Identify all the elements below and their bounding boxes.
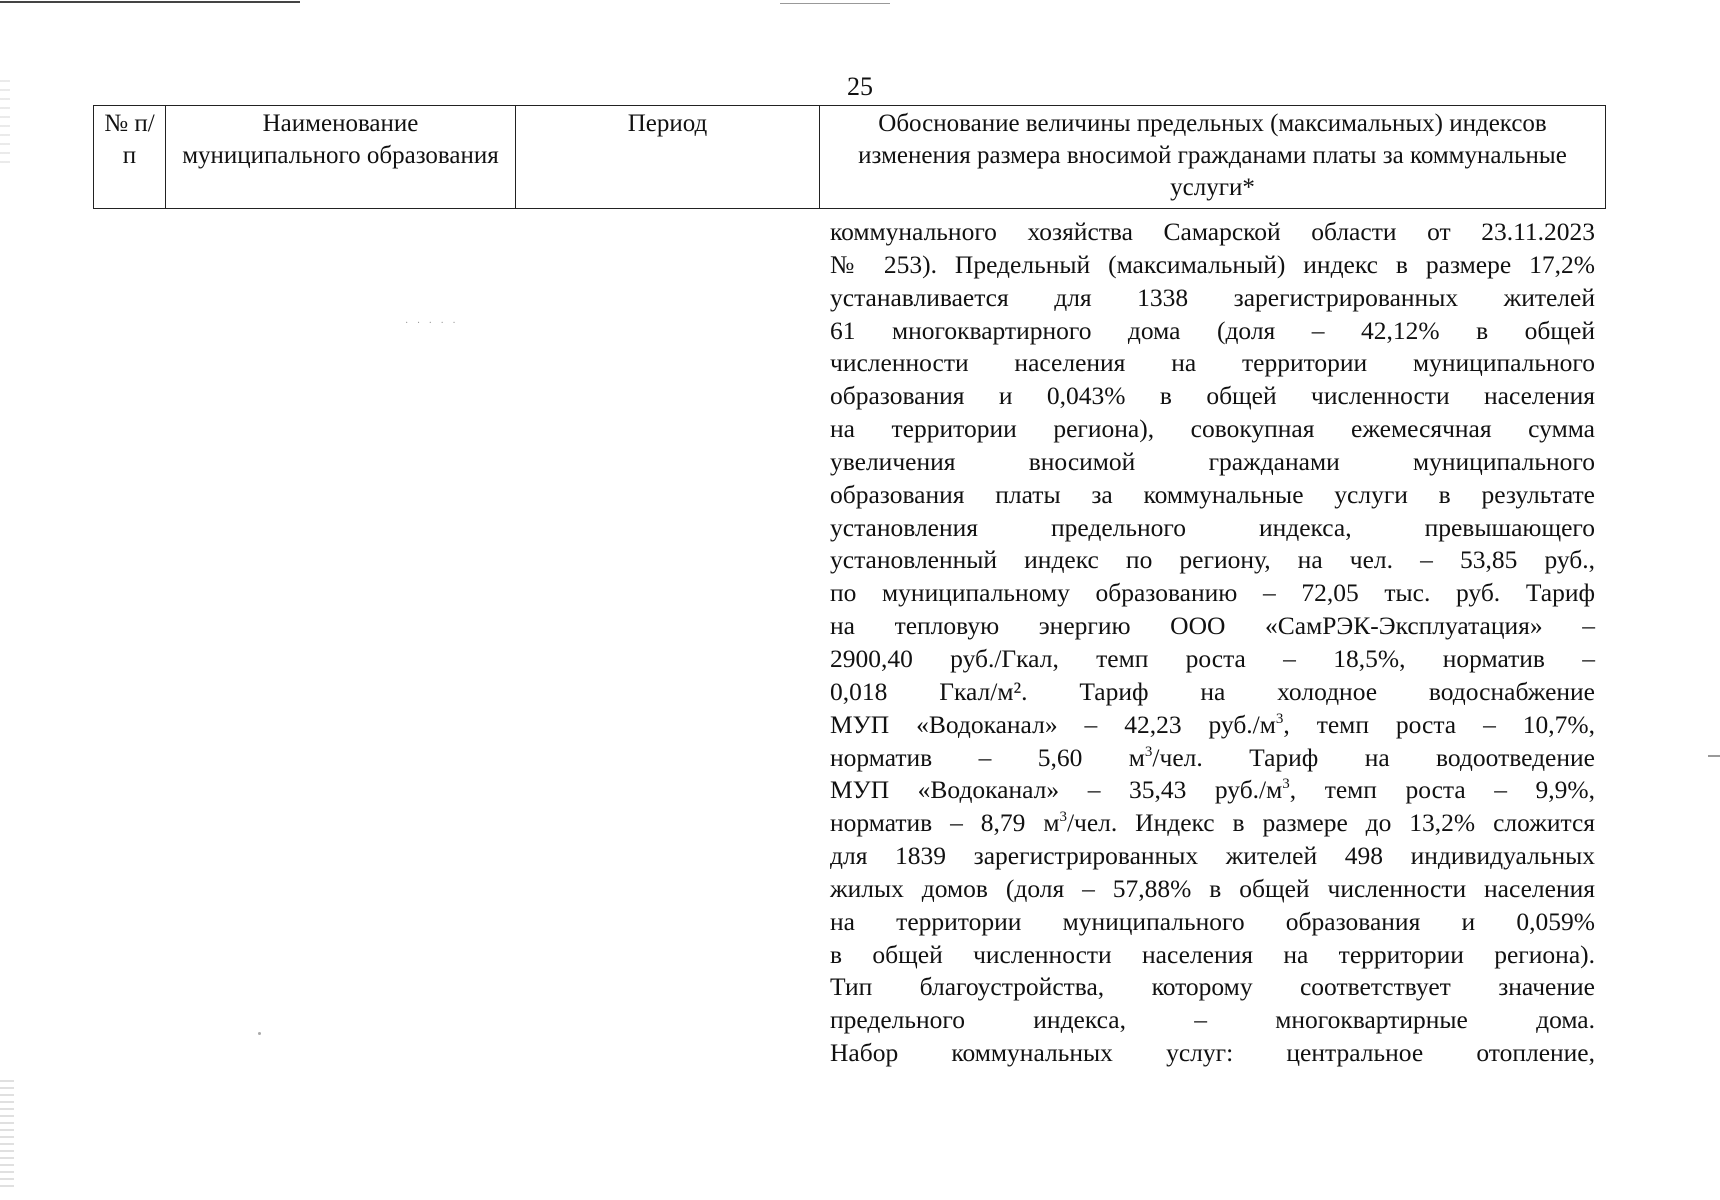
body-text-line: для 1839 зарегистрированных жителей 498 индивидуальных	[830, 841, 1595, 871]
body-text-line: образования платы за коммунальные услуги в результате	[830, 479, 1595, 509]
scan-speck	[258, 1032, 261, 1035]
body-text-line: Набор коммунальных услуг: центральное отопление,	[830, 1038, 1595, 1068]
scan-specks: · · · · ·	[405, 318, 459, 329]
body-text-line: на территории муниципального образования и 0,059%	[830, 906, 1595, 936]
body-text-line: на тепловую энергию ООО «СамРЭК-Эксплуатация» –	[830, 611, 1595, 641]
header-cell-number: № п/п	[94, 106, 166, 209]
body-text-line: норматив – 8,79 $м^3$/чел. Индекс в размере до 13,2% сложится	[830, 808, 1595, 838]
table-header	[93, 105, 1606, 209]
body-text-line: по муниципальному образованию – 72,05 тыс. руб. Тариф	[830, 578, 1595, 608]
body-text-line: образования и 0,043% в общей численности населения	[830, 381, 1595, 411]
body-text-line: 2900,40 руб./Гкал, темп роста – 18,5%, норматив –	[830, 643, 1595, 673]
body-text-line: норматив – 5,60 $м^3$/чел. Тариф на водоотведение	[830, 742, 1595, 772]
justification-body-text	[830, 216, 1595, 1070]
body-text-line: Тип благоустройства, которому соответствует значение	[830, 972, 1595, 1002]
page-number: 25	[847, 72, 873, 101]
body-text-line: жилых домов (доля – 57,88% в общей численности населения	[830, 873, 1595, 903]
table-header-row	[94, 106, 1606, 209]
scan-edge-noise	[0, 1080, 14, 1190]
header-cell-justification: Обоснование величины предельных (максимальных) индексов изменения размера вносимой гражданами платы за коммунальные услуги*	[820, 106, 1606, 209]
body-text-line: численности населения на территории муниципального	[830, 348, 1595, 378]
body-text-line: предельного индекса, – многоквартирные дома.	[830, 1005, 1595, 1035]
body-text-line: на территории региона), совокупная ежемесячная сумма	[830, 414, 1595, 444]
scan-artifact-mark	[1708, 755, 1720, 757]
body-text-line: МУП «Водоканал» – 35,43 $руб./м^3$, темп роста – 9,9%,	[830, 775, 1595, 805]
header-cell-period: Период	[516, 106, 820, 209]
body-text-line: 61 многоквартирного дома (доля – 42,12% в общей	[830, 315, 1595, 345]
body-text-line: устанавливается для 1338 зарегистрированных жителей	[830, 282, 1595, 312]
scan-artifact-line	[780, 3, 890, 4]
body-text-line: МУП «Водоканал» – 42,23 $руб./м^3$, темп роста – 10,7%,	[830, 709, 1595, 739]
body-text-line: № 253). Предельный (максимальный) индекс в размере 17,2%	[830, 249, 1595, 279]
body-text-line: в общей численности населения на территории региона).	[830, 939, 1595, 969]
header-cell-municipality-name: Наименование муниципального образования	[166, 106, 516, 209]
body-text-line: увеличения вносимой гражданами муниципального	[830, 446, 1595, 476]
scan-artifact-line	[0, 1, 300, 3]
body-text-line: установления предельного индекса, превышающего	[830, 512, 1595, 542]
body-text-line: 0,018 Гкал/м². Тариф на холодное водоснабжение	[830, 676, 1595, 706]
body-text-line: коммунального хозяйства Самарской области от 23.11.2023	[830, 217, 1595, 246]
body-text-line: установленный индекс по региону, на чел. – 53,85 руб.,	[830, 545, 1595, 575]
